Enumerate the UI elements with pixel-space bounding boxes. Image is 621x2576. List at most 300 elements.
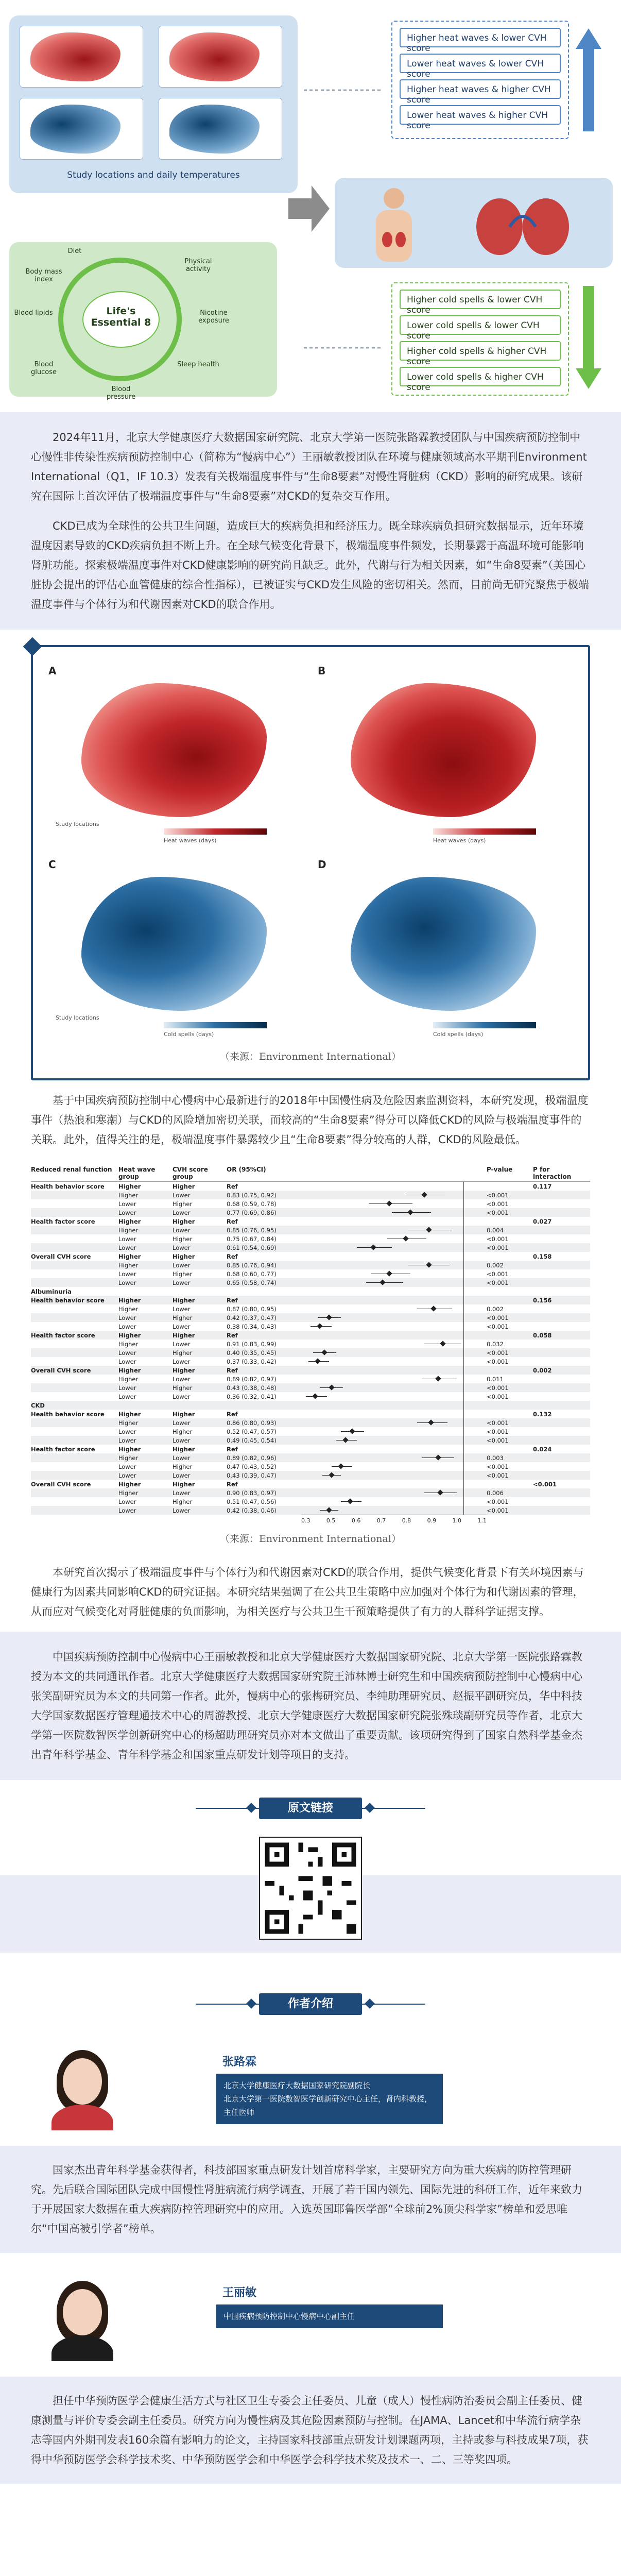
forest-row [31,1436,590,1445]
forest-cell: Lower [118,1244,136,1251]
figure2-caption: （来源：Environment International） [220,1533,401,1545]
forest-cell: 0.52 (0.47, 0.57) [227,1428,277,1435]
forest-cell: Higher [173,1217,195,1225]
forest-cell: 0.37 (0.33, 0.42) [227,1358,277,1365]
forest-cell: Higher [173,1349,193,1357]
point-estimate [380,1279,385,1285]
color-scale [433,828,536,835]
forest-cell: Higher [173,1428,193,1435]
forest-cell: Higher [173,1445,195,1453]
forest-plot-cell [301,1322,487,1331]
forest-cell: Higher [118,1226,139,1234]
reference-line [463,1261,464,1269]
forest-plot-cell [301,1348,487,1357]
forest-cell: 0.38 (0.34, 0.43) [227,1323,277,1330]
heat-row: Lower heat waves & higher CVH score [400,105,561,125]
forest-row [31,1226,590,1234]
forest-row [31,1445,590,1453]
forest-cell: 0.158 [533,1252,552,1260]
forest-cell: Higher [118,1182,141,1190]
author-title: 中国疾病预防控制中心慢病中心副主任 [216,2304,443,2328]
forest-cell: Health factor score [31,1217,95,1225]
forest-cell: 0.65 (0.58, 0.74) [227,1279,277,1286]
forest-cell: 0.36 (0.32, 0.41) [227,1393,277,1400]
forest-cell: 0.40 (0.35, 0.45) [227,1349,277,1357]
reference-line [463,1217,464,1226]
avatar [41,2038,124,2130]
forest-plot-cell [301,1462,487,1471]
forest-plot-cell [301,1392,487,1401]
reference-line [463,1208,464,1217]
forest-plot-cell [301,1375,487,1383]
x-tick-label: 1.0 [452,1517,462,1524]
forest-row [31,1427,590,1436]
forest-row [31,1418,590,1427]
forest-cell: Higher [118,1191,139,1199]
forest-cell: Lower [173,1244,191,1251]
forest-cell: Health behavior score [31,1410,105,1418]
forest-cell: <0.001 [487,1506,509,1514]
forest-row [31,1278,590,1287]
forest-cell: Lower [173,1191,191,1199]
forest-cell: 0.68 (0.59, 0.78) [227,1200,277,1208]
forest-cell: <0.001 [487,1191,509,1199]
forest-cell: <0.001 [487,1200,509,1208]
forest-row [31,1287,590,1296]
forest-plot-cell [301,1287,487,1296]
forest-cell: Higher [173,1296,195,1304]
reference-line [463,1453,464,1462]
forest-plot-cell [301,1410,487,1418]
qr-section [0,1826,621,1976]
reference-line [463,1506,464,1515]
reference-line [463,1383,464,1392]
forest-plot-cell [301,1436,487,1445]
forest-plot-cell [301,1418,487,1427]
cold-row: Higher cold spells & higher CVH score [400,341,561,361]
cold-row: Lower cold spells & lower CVH score [400,315,561,335]
les8-item: Nicotine exposure [198,309,229,325]
forest-row [31,1304,590,1313]
avatar [41,2268,124,2361]
forest-row [31,1462,590,1471]
point-estimate [329,1472,334,1478]
forest-row [31,1357,590,1366]
forest-cell: 0.83 (0.75, 0.92) [227,1191,277,1199]
forest-row [31,1488,590,1497]
point-estimate [312,1393,318,1399]
forest-cell: Lower [118,1314,136,1321]
forest-cell: <0.001 [487,1358,509,1365]
forest-header-cell: P for interaction [533,1166,572,1180]
reference-line [463,1287,464,1296]
forest-cell: 0.87 (0.80, 0.95) [227,1305,277,1313]
forest-plot-cell [301,1480,487,1488]
forest-cell: Higher [173,1252,195,1260]
forest-cell: Higher [118,1252,141,1260]
point-estimate [386,1270,392,1276]
forest-cell: Health factor score [31,1331,95,1339]
map-thumb-cold-2 [159,98,282,160]
forest-cell: Lower [173,1419,191,1427]
forest-cell: Higher [173,1314,193,1321]
reference-line [463,1191,464,1199]
color-scale [164,1022,267,1028]
forest-cell: 0.024 [533,1445,552,1453]
reference-line [463,1296,464,1304]
point-estimate [435,1376,441,1381]
point-estimate [428,1419,434,1425]
les8-center: Life's Essential 8 [82,291,160,348]
forest-cell: Lower [173,1454,191,1462]
color-scale [433,1022,536,1028]
forest-plot-cell [301,1331,487,1340]
reference-line [463,1313,464,1322]
forest-row [31,1348,590,1357]
reference-line [463,1418,464,1427]
heat-row: Higher heat waves & lower CVH score [400,28,561,47]
forest-plot-cell [301,1340,487,1348]
section-header-authors [0,1986,621,2022]
reference-line [463,1427,464,1436]
forest-row [31,1453,590,1462]
forest-plot-cell [301,1278,487,1287]
forest-cell: Ref [227,1445,238,1453]
x-tick-label: 0.5 [326,1517,336,1524]
forest-plot-cell [301,1471,487,1480]
forest-cell: Higher [173,1331,195,1339]
reference-line [463,1269,464,1278]
section-header-link [0,1790,621,1826]
forest-cell: Lower [118,1436,136,1444]
forest-cell: 0.51 (0.47, 0.56) [227,1498,277,1505]
forest-x-axis [301,1515,487,1524]
forest-cell: Higher [118,1305,139,1313]
forest-cell: Lower [118,1471,136,1479]
map-panel-a [45,663,306,848]
reference-line [463,1331,464,1340]
author-card-1 [31,2038,590,2141]
forest-cell: <0.001 [487,1498,509,1505]
forest-cell: 0.89 (0.82, 0.96) [227,1454,277,1462]
forest-cell: Higher [118,1366,141,1374]
forest-cell: Higher [173,1182,195,1190]
forest-cell: Ref [227,1296,238,1304]
panel-label: C [48,858,56,871]
forest-cell: Ref [227,1331,238,1339]
legend-label: Heat waves (days) [433,837,486,844]
forest-header-cell: Reduced renal function [31,1166,112,1173]
intro-paragraph: 2024年11月，北京大学健康医疗大数据国家研究院、北京大学第一医院张路霖教授团队与中国疾病预防控制中心慢性非传染性疾病预防控制中心（简称为“慢病中心”）王丽敏教授团队在环境与健康领域高水平期刊Environment International（Q1，IF 10.3）发表有关极端温度事件与“生命8要素”对慢性肾脏病（CKD）影响的研究成果。该研究在国际上首次评估了极端温度事件与“生命8要素”对CKD的复杂交互作用。 [31,431,587,502]
point-estimate [315,1358,320,1364]
author-name: 王丽敏 [222,2286,257,2299]
qr-code-icon[interactable] [259,1837,362,1940]
forest-cell: 0.90 (0.83, 0.97) [227,1489,277,1497]
x-tick-label: 0.3 [301,1517,310,1524]
reference-line [463,1199,464,1208]
forest-cell: Lower [118,1384,136,1392]
forest-cell: Higher [173,1463,193,1470]
forest-row [31,1340,590,1348]
forest-cell: Health factor score [31,1445,95,1453]
x-tick-label: 0.9 [427,1517,437,1524]
cold-row: Lower cold spells & higher CVH score [400,367,561,386]
heat-map [351,683,536,817]
reference-line [463,1401,464,1410]
map-thumb-heat-1 [20,26,143,88]
section-title: 原文链接 [259,1798,362,1819]
forest-row [31,1331,590,1340]
forest-cell: Higher [118,1410,141,1418]
legend-label: Heat waves (days) [164,837,217,844]
forest-cell: <0.001 [487,1209,509,1216]
forest-cell: Lower [173,1393,191,1400]
forest-cell: <0.001 [487,1463,509,1470]
forest-cell: 0.85 (0.76, 0.95) [227,1226,277,1234]
forest-plot-cell [301,1506,487,1515]
forest-plot-cell [301,1453,487,1462]
intro-block [0,412,621,630]
forest-row [31,1243,590,1252]
forest-cell: Higher [118,1489,139,1497]
forest-cell: Lower [173,1261,191,1269]
forest-header-cell: OR (95%CI) [227,1166,266,1173]
forest-row [31,1392,590,1401]
forest-cell: <0.001 [487,1384,509,1392]
reference-line [463,1375,464,1383]
forest-cell: Lower [118,1349,136,1357]
forest-cell: Health behavior score [31,1182,105,1190]
decrease-arrow-icon [576,286,601,389]
forest-plot-cell [301,1304,487,1313]
forest-cell: Ref [227,1366,238,1374]
reference-line [463,1366,464,1375]
point-estimate [437,1489,443,1495]
reference-line [463,1252,464,1261]
forest-cell: 0.85 (0.76, 0.94) [227,1261,277,1269]
forest-plot-cell [301,1488,487,1497]
point-estimate [435,1454,441,1460]
heat-conditions-box [391,21,569,139]
figure-maps [31,645,590,1080]
authors-text: 中国疾病预防控制中心慢病中心王丽敏教授和北京大学健康医疗大数据国家研究院、北京大学第一医院张路霖教授为本文的共同通讯作者。北京大学健康医疗大数据国家研究院王沛林博士研究生和中国疾病预防控制中心慢病中心张笑副研究员为本文的共同第一作者。此外，慢病中心的张梅研究员、李纯助理研究员、赵振平副研究员，华中科技大学国家数据医疗管理通技术中心的周游教授、北京大学健康医疗大数据国家研究院张殊琰副研究员等作者，北京大学第一医院数智医学创新研究中心的杨超助理研究员亦对本文做出了重要贡献。该项研究得到了国家自然科学基金杰出青年科学基金、青年科学基金和国家重点研发计划等项目的支持。 [31,1651,582,1761]
forest-plot-cell [301,1199,487,1208]
forest-cell: Lower [173,1209,191,1216]
point-estimate [440,1341,445,1346]
background-paragraph: CKD已成为全球性的公共卫生问题，造成巨大的疾病负担和经济压力。既全球疾病负担研究数据显示，近年环境温度因素导致的CKD疾病负担不断上升。在全球气候变化背景下，极端温度事件频发，长期暴露于高温环境可能影响肾脏功能。探索极端温度事件对CKD健康影响的研究尚且缺乏。此外，代谢与行为相关因素，如“生命8要素”（美国心脏协会提出的评估心血管健康的综合性指标），已被证实与CKD发生风险的密切相关。然而，目前尚无研究聚焦于极端温度事件与个体行为和代谢因素对CKD的联合作用。 [31,520,590,611]
forest-cell: 0.002 [533,1366,552,1374]
cold-map [81,877,267,1011]
reference-line [463,1392,464,1401]
forest-cell: 0.004 [487,1226,504,1234]
forest-plot-cell [301,1383,487,1392]
forest-cell: Higher [173,1366,195,1374]
point-estimate [317,1323,322,1329]
forest-header-cell: Heat wave group [118,1166,156,1180]
forest-cell: 0.43 (0.39, 0.47) [227,1471,277,1479]
panel-label: D [318,858,326,871]
forest-row [31,1480,590,1488]
forest-cell: 0.77 (0.69, 0.86) [227,1209,277,1216]
increase-arrow-icon [576,28,601,131]
forest-cell: <0.001 [487,1235,509,1243]
figure1-caption: （来源：Environment International） [220,1051,401,1062]
author-bio: 国家杰出青年科学基金获得者，科技部国家重点研发计划首席科学家，主要研究方向为重大疾病的防控管理研究。先后联合国际团队完成中国慢性肾脏病流行病学调查，开展了若干国内领先、国际先进的科研工作，近年来致力于开展国家大数据在重大疾病防控管理研究中的应用。入选英国耶鲁医学部“全球前2%顶尖科学家”榜单和爱思唯尔“中国高被引学者”榜单。 [0,2146,621,2253]
point-estimate [426,1262,432,1267]
forest-cell: Lower [173,1471,191,1479]
reference-line [463,1497,464,1506]
reference-line [463,1182,464,1191]
forest-cell: <0.001 [487,1419,509,1427]
forest-cell: Lower [118,1506,136,1514]
heat-row: Lower heat waves & lower CVH score [400,54,561,73]
panel-label: A [48,665,57,677]
forest-plot-cell [301,1182,487,1191]
forest-cell: <0.001 [487,1244,509,1251]
forest-row [31,1322,590,1331]
forest-cell: <0.001 [487,1393,509,1400]
reference-line [463,1234,464,1243]
forest-cell: Higher [118,1340,139,1348]
forest-cell: <0.001 [487,1279,509,1286]
forest-cell: Lower [118,1279,136,1286]
heat-row: Higher heat waves & higher CVH score [400,79,561,99]
forest-plot-cell [301,1234,487,1243]
legend-label: Cold spells (days) [164,1031,214,1038]
forest-cell: Lower [118,1428,136,1435]
forest-cell: Higher [173,1200,193,1208]
forest-cell: 0.058 [533,1331,552,1339]
les8-item: Blood lipids [14,309,53,317]
forest-cell: Lower [118,1270,136,1278]
point-estimate [386,1200,392,1206]
forest-plot-cell [301,1261,487,1269]
forest-row [31,1261,590,1269]
author-bio: 担任中华预防医学会健康生活方式与社区卫生专委会主任委员、儿童（成人）慢性病防治委员会副主任委员、健康测量与评价专委会副主任委员。研究方向为慢性病及其危险因素预防与控制。在JAMA、Lancet和中华流行病学杂志等国内外期刊发表160余篇有影响力的论文，主持国家科技部重点研发计划课题两项，主持或参与科技成果7项，获得中华预防医学会科学技术奖、中华预防医学会和中华医学会科学技术奖及技术一、二、三等奖四项。 [0,2377,621,2484]
reference-line [463,1357,464,1366]
les8-item: Body mass index [25,268,62,283]
forest-cell: Lower [173,1489,191,1497]
point-estimate [370,1244,376,1250]
forest-cell: <0.001 [487,1436,509,1444]
les8-item: Blood pressure [106,385,136,401]
forest-cell: Ref [227,1480,238,1488]
reference-line [463,1410,464,1418]
forest-plot-cell [301,1357,487,1366]
results-paragraph: 基于中国疾病预防控制中心慢病中心最新进行的2018年中国慢性病及危险因素监测资料，本研究发现，极端温度事件（热浪和寒潮）与CKD的风险增加密切关联，而较高的“生命8要素”得分可以降低CKD的风险与极端温度事件的关联。此外，值得关注的是，极端温度事件暴露较少且“生命8要素”得分较高的人群，CKD的风险最低。 [0,1080,621,1160]
forest-row [31,1269,590,1278]
forest-cell: Overall CVH score [31,1366,91,1374]
forest-row [31,1313,590,1322]
forest-cell: Lower [118,1498,136,1505]
point-estimate [347,1498,353,1504]
forest-cell: Lower [118,1358,136,1365]
forest-plot-cell [301,1217,487,1226]
legend-label: Cold spells (days) [433,1031,484,1038]
les8-item: Physical activity [184,258,212,273]
forest-row [31,1506,590,1515]
forest-cell: Albuminuria [31,1287,72,1295]
legend-study-locations: Study locations [56,1014,99,1021]
reference-line [463,1348,464,1357]
forest-rows [31,1182,590,1515]
map-thumb-heat-2 [159,26,282,88]
forest-plot-cell [301,1427,487,1436]
forest-plot-cell [301,1366,487,1375]
forest-cell: 0.68 (0.60, 0.77) [227,1270,277,1278]
map-panel-d [315,856,576,1042]
human-body-icon [360,185,427,263]
point-estimate [326,1507,332,1513]
forest-cell: 0.47 (0.43, 0.52) [227,1463,277,1470]
reference-line [463,1226,464,1234]
forest-cell: Higher [173,1410,195,1418]
forest-plot-cell [301,1296,487,1304]
forest-plot-cell [301,1226,487,1234]
forest-cell: 0.156 [533,1296,552,1304]
reference-line [463,1462,464,1471]
forest-plot-cell [301,1497,487,1506]
cold-conditions-box [391,282,569,396]
les8-item: Diet [67,247,82,255]
reference-line [463,1445,464,1453]
color-scale [164,828,267,835]
forest-row [31,1497,590,1506]
forest-cell: 0.002 [487,1261,504,1269]
forest-cell: 0.117 [533,1182,552,1190]
forest-cell: Higher [118,1331,141,1339]
forest-cell: <0.001 [487,1349,509,1357]
forest-cell: <0.001 [487,1471,509,1479]
authors-paragraph [0,1632,621,1780]
forest-plot-cell [301,1252,487,1261]
forest-cell: 0.42 (0.37, 0.47) [227,1314,277,1321]
point-estimate [326,1314,332,1320]
forest-cell: Ref [227,1182,238,1190]
forest-cell: Higher [173,1270,193,1278]
forest-row [31,1191,590,1199]
point-estimate [421,1192,427,1197]
les8-item: Sleep health [177,361,219,368]
forest-cell: Lower [173,1226,191,1234]
forest-cell: 0.91 (0.83, 0.99) [227,1340,277,1348]
forest-plot-cell [301,1208,487,1217]
kidney-icon [463,196,582,258]
forest-row [31,1208,590,1217]
forest-row [31,1383,590,1392]
forest-row [31,1471,590,1480]
forest-cell: <0.001 [487,1428,509,1435]
forest-row [31,1217,590,1226]
x-tick-label: 0.8 [402,1517,411,1524]
section-title: 作者介绍 [259,1993,362,2015]
forest-cell: Lower [173,1323,191,1330]
abstract-map-caption: Study locations and daily temperatures [67,170,240,180]
reference-line [463,1488,464,1497]
forest-cell: Lower [118,1200,136,1208]
reference-line [463,1340,464,1348]
corner-ornament [23,637,42,656]
forest-cell: <0.001 [487,1270,509,1278]
x-tick-label: 0.6 [351,1517,361,1524]
reference-line [463,1480,464,1488]
forest-cell: 0.003 [487,1454,504,1462]
forest-cell: 0.61 (0.54, 0.69) [227,1244,277,1251]
panel-label: B [318,665,326,677]
point-estimate [403,1235,408,1241]
forest-cell: Lower [118,1235,136,1243]
forest-cell: Higher [118,1445,141,1453]
